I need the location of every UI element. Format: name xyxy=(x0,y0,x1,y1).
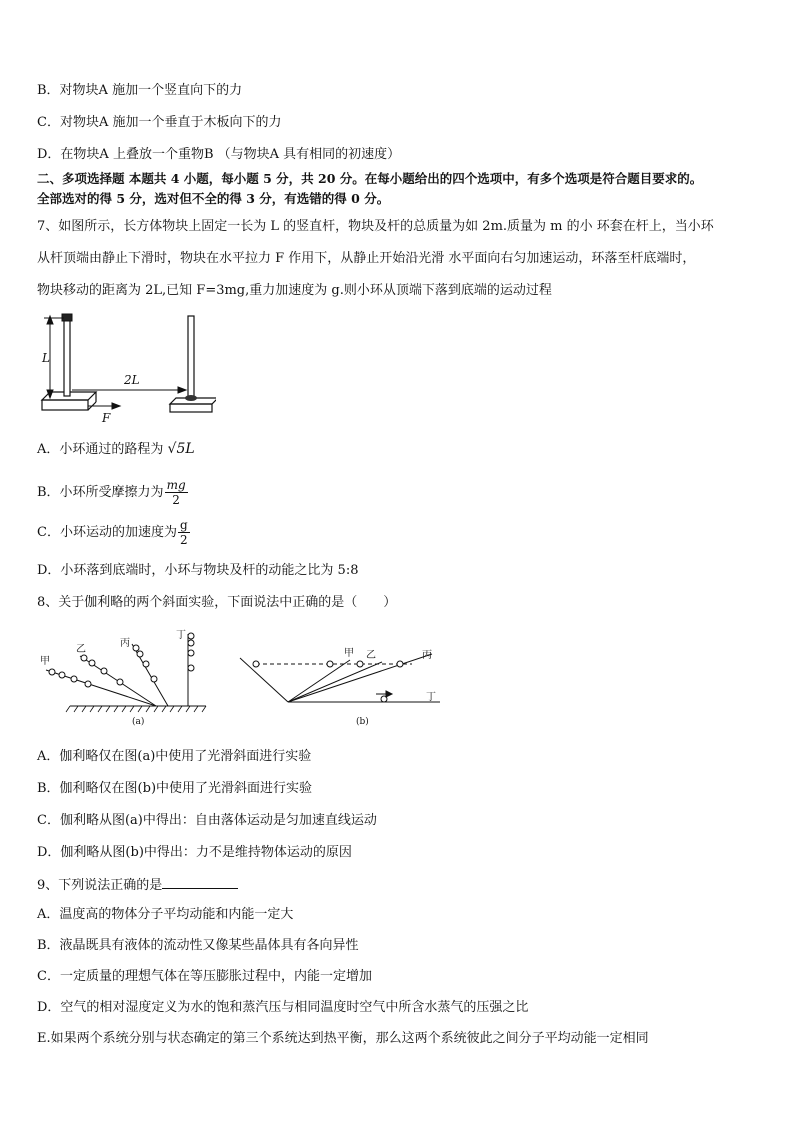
ring xyxy=(185,395,197,401)
q7-option-c-den: 2 xyxy=(179,533,188,547)
fig-a-caption: (a) xyxy=(132,717,145,726)
q9-stem-text: 9、下列说法正确的是 xyxy=(37,878,163,893)
q7-figure xyxy=(36,310,216,426)
q7-option-b-num: mg xyxy=(166,478,186,492)
label-L: L xyxy=(42,351,50,365)
section2-line1: 二、多项选择题 本题共 4 小题，每小题 5 分，共 20 分。在每小题给出的四个选项中，有多个选项是符合题目要求的。 xyxy=(37,171,703,186)
q8-option-d: D．伽利略从图(b)中得出：力不是维持物体运动的原因 xyxy=(37,845,352,860)
q9-option-d: D．空气的相对湿度定义为水的饱和蒸汽压与相同温度时空气中所含水蒸气的压强之比 xyxy=(37,1000,529,1015)
label-2L: 2L xyxy=(124,373,140,387)
right-rod xyxy=(188,316,194,400)
label-F: F xyxy=(102,411,111,425)
q7-stem-line3: 物块移动的距离为 2L,已知 F=3mg,重力加速度为 g.则小环从顶端下落到底端的运动过程 xyxy=(37,283,552,298)
q7-option-c xyxy=(37,516,190,550)
fig-b-label-bing: 丙 xyxy=(422,650,432,661)
q7-option-a-text: A．小环通过的路程为 xyxy=(37,442,164,457)
q7-option-c-text: C．小环运动的加速度为 xyxy=(37,525,177,540)
q8-figure-b xyxy=(236,640,446,726)
q7-option-c-fraction xyxy=(178,518,190,547)
q7-option-a xyxy=(37,440,195,459)
q8-figure-a xyxy=(36,626,216,726)
q7-option-b-fraction xyxy=(165,478,188,507)
fig-b-caption: (b) xyxy=(356,717,369,726)
fig-a-label-ding: 丁 xyxy=(176,630,186,641)
q6-option-d: D．在物块A 上叠放一个重物B （与物块A 具有相同的初速度） xyxy=(37,147,401,162)
q7-option-d: D．小环落到底端时，小环与物块及杆的动能之比为 5:8 xyxy=(37,563,359,578)
q8-option-a: A．伽利略仅在图(a)中使用了光滑斜面进行实验 xyxy=(37,749,312,764)
q7-option-b-text: B．小环所受摩擦力为 xyxy=(37,485,164,500)
q9-option-a: A．温度高的物体分子平均动能和内能一定大 xyxy=(37,907,294,922)
q6-option-b: B．对物块A 施加一个竖直向下的力 xyxy=(37,83,243,98)
q9-option-c: C．一定质量的理想气体在等压膨胀过程中，内能一定增加 xyxy=(37,969,372,984)
fig-a-label-yi: 乙 xyxy=(76,644,86,655)
q9-option-e: E.如果两个系统分别与状态确定的第三个系统达到热平衡，那么这两个系统彼此之间分子平均动能一定相同 xyxy=(37,1031,649,1046)
q7-option-b xyxy=(37,476,188,510)
q7-option-a-math: √5L xyxy=(167,441,195,457)
q8-option-c: C．伽利略从图(a)中得出：自由落体运动是匀加速直线运动 xyxy=(37,813,377,828)
fig-a-label-bing: 丙 xyxy=(120,638,130,649)
left-rod xyxy=(62,314,72,396)
balls-b xyxy=(253,661,403,702)
ground-hatch xyxy=(66,706,206,712)
q7-stem-line2: 从杆顶端由静止下滑时，物块在水平拉力 F 作用下，从静止开始沿光滑 水平面向右匀加速运动，环落至杆底端时， xyxy=(37,251,696,266)
q9-stem xyxy=(37,876,238,895)
fig-b-label-yi: 乙 xyxy=(366,650,376,661)
fig-b-label-ding: 丁 xyxy=(426,692,436,703)
q8-stem: 8、关于伽利略的两个斜面实验，下面说法中正确的是（ ） xyxy=(37,595,397,610)
q6-option-c: C．对物块A 施加一个垂直于木板向下的力 xyxy=(37,115,282,130)
fig-a-label-jia: 甲 xyxy=(40,656,50,667)
q7-option-b-den: 2 xyxy=(172,493,180,507)
q7-stem-line1: 7、如图所示，长方体物块上固定一长为 L 的竖直杆，物块及杆的总质量为如 2m.质量为 m 的小 环套在杆上，当小环 xyxy=(37,219,714,234)
section2-line2: 全部选对的得 5 分，选对但不全的得 3 分，有选错的得 0 分。 xyxy=(37,191,390,206)
fig-b-label-jia: 甲 xyxy=(344,648,354,659)
force-arrow xyxy=(88,403,120,409)
answer-blank xyxy=(162,876,238,889)
q9-option-b: B．液晶既具有液体的流动性又像某些晶体具有各向异性 xyxy=(37,938,359,953)
q7-option-c-num: g xyxy=(179,518,188,532)
q8-option-b: B．伽利略仅在图(b)中使用了光滑斜面进行实验 xyxy=(37,781,313,796)
